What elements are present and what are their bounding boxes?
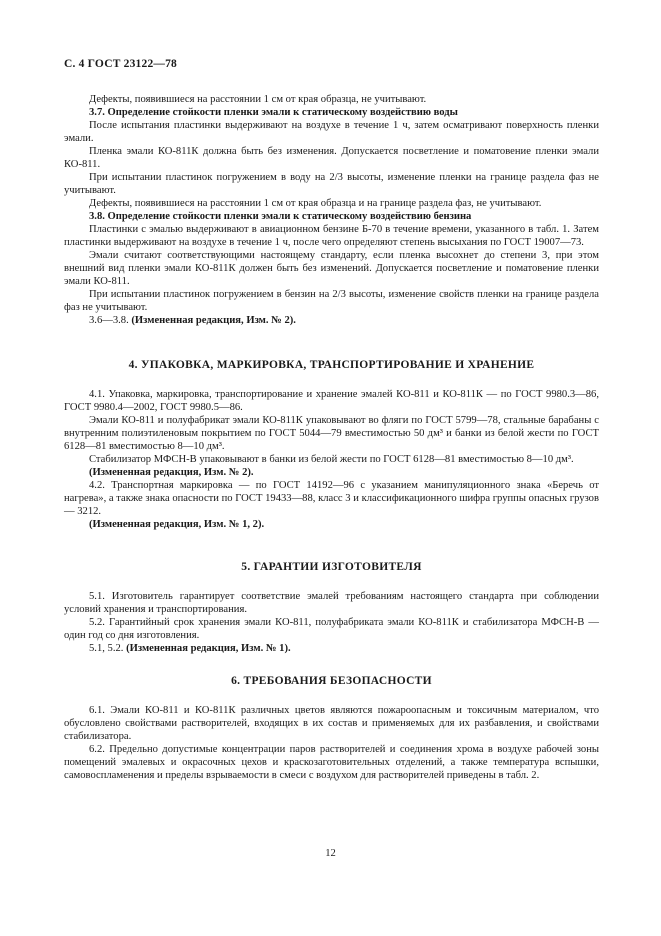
revision-note: (Измененная редакция, Изм. № 1, 2). — [89, 519, 265, 530]
section-5-title: 5. ГАРАНТИИ ИЗГОТОВИТЕЛЯ — [241, 561, 422, 573]
paragraph: 4.2. Транспортная маркировка — по ГОСТ 14192—96 с указанием манипуляционного знака «Беречь от нагрева», а также знака опасности по ГОСТ 19433—88, класс 3 и классификационного шифра группы опасных грузов — 3212. — [64, 480, 599, 517]
paragraph: 4.1. Упаковка, маркировка, транспортирование и хранение эмалей КО-811 и КО-811К — по ГОСТ 9980.3—86, ГОСТ 9980.4—2002, ГОСТ 9980.5—86. — [64, 389, 599, 413]
section-heading-3-7 — [64, 106, 599, 119]
paragraph: При испытании пластинок погружением в воду на 2/3 высоты, изменение пленки на границе раздела фаз не учитывают. — [64, 172, 599, 196]
revision-prefix: 3.6—3.8. — [89, 315, 129, 326]
paragraph: 6.1. Эмали КО-811 и КО-811К различных цветов являются пожароопасным и токсичным материалом, что обусловлено свойствами растворителей, входящих в их состав и применяемых для их разбавления, и свойствами стабилизатора. — [64, 705, 599, 742]
paragraph: 5.2. Гарантийный срок хранения эмали КО-811, полуфабриката эмали КО-811К и стабилизатора МФСН-В — один год со дня изготовления. — [64, 617, 599, 641]
paragraph: 5.1. Изготовитель гарантирует соответствие эмалей требованиям настоящего стандарта при соблюдении условий хранения и транспортирования. — [64, 591, 599, 615]
paragraph: Пленка эмали КО-811К должна быть без изменения. Допускается посветление и поматовение пленки эмали КО-811. — [64, 146, 599, 170]
revision-text: (Измененная редакция, Изм. № 2). — [131, 315, 296, 326]
revision-note — [64, 314, 599, 327]
paragraph: 6.2. Предельно допустимые концентрации паров растворителей и соединения хрома в воздухе рабочей зоны помещений эмалевых и окрасочных цехов и краскозаготовительных отделений, а также температура вспышки, самовоспламенения и пределы взрываемости в смеси с воздухом для растворителей приведены в табл. 2. — [64, 744, 599, 781]
paragraph: Эмали КО-811 и полуфабрикат эмали КО-811К упаковывают во фляги по ГОСТ 5799—78, стальные барабаны с внутренним полиэтиленовым покрытием по ГОСТ 5044—79 вместимостью 50 дм³ и банки из белой жести по ГОСТ 6128—81 вместимостью 8—10 дм³. — [64, 415, 599, 452]
paragraph: Дефекты, появившиеся на расстоянии 1 см от края образца, не учитывают. — [89, 94, 427, 105]
page-number: 12 — [325, 848, 336, 859]
revision-text: (Измененная редакция, Изм. № 1). — [126, 643, 291, 654]
paragraph: При испытании пластинок погружением в бензин на 2/3 высоты, изменение свойств пленки на границе раздела фаз не учитывают. — [64, 289, 599, 313]
paragraph: Стабилизатор МФСН-В упаковывают в банки из белой жести по ГОСТ 6128—81 вместимостью 8—10 дм³. — [89, 454, 574, 465]
section-title: Определение стойкости пленки эмали к статическому воздействию воды — [107, 107, 458, 118]
revision-prefix: 5.1, 5.2. — [89, 643, 124, 654]
page-content — [64, 93, 599, 782]
section-number: 3.7. — [89, 107, 105, 118]
paragraph: После испытания пластинки выдерживают на воздухе в течение 1 ч, затем осматривают поверхность пленки эмали. — [64, 120, 599, 144]
section-heading-3-8 — [64, 210, 599, 223]
paragraph: Эмали считают соответствующими настоящему стандарту, если пленка высохнет до степени 3, при этом внешний вид пленки эмали КО-811К должен быть без изменений. Допускается посветление и поматовение пленки эмали КО-811. — [64, 250, 599, 287]
section-title: Определение стойкости пленки эмали к статическому воздействию бензина — [107, 211, 472, 222]
paragraph: Пластинки с эмалью выдерживают в авиационном бензине Б-70 в течение времени, указанного в табл. 1. Затем пластинки выдерживают на воздухе в течение 1 ч, после чего определяют степень высыхания по ГОСТ 19007—73. — [64, 224, 599, 248]
section-number: 3.8. — [89, 211, 105, 222]
revision-note: (Измененная редакция, Изм. № 2). — [89, 467, 254, 478]
section-6-title: 6. ТРЕБОВАНИЯ БЕЗОПАСНОСТИ — [231, 675, 432, 687]
page-header: С. 4 ГОСТ 23122—78 — [64, 58, 177, 70]
paragraph: Дефекты, появившиеся на расстоянии 1 см от края образца и на границе раздела фаз, не учитывают. — [89, 198, 542, 209]
section-4-title: 4. УПАКОВКА, МАРКИРОВКА, ТРАНСПОРТИРОВАНИЕ И ХРАНЕНИЕ — [128, 359, 535, 371]
revision-note — [64, 642, 599, 655]
